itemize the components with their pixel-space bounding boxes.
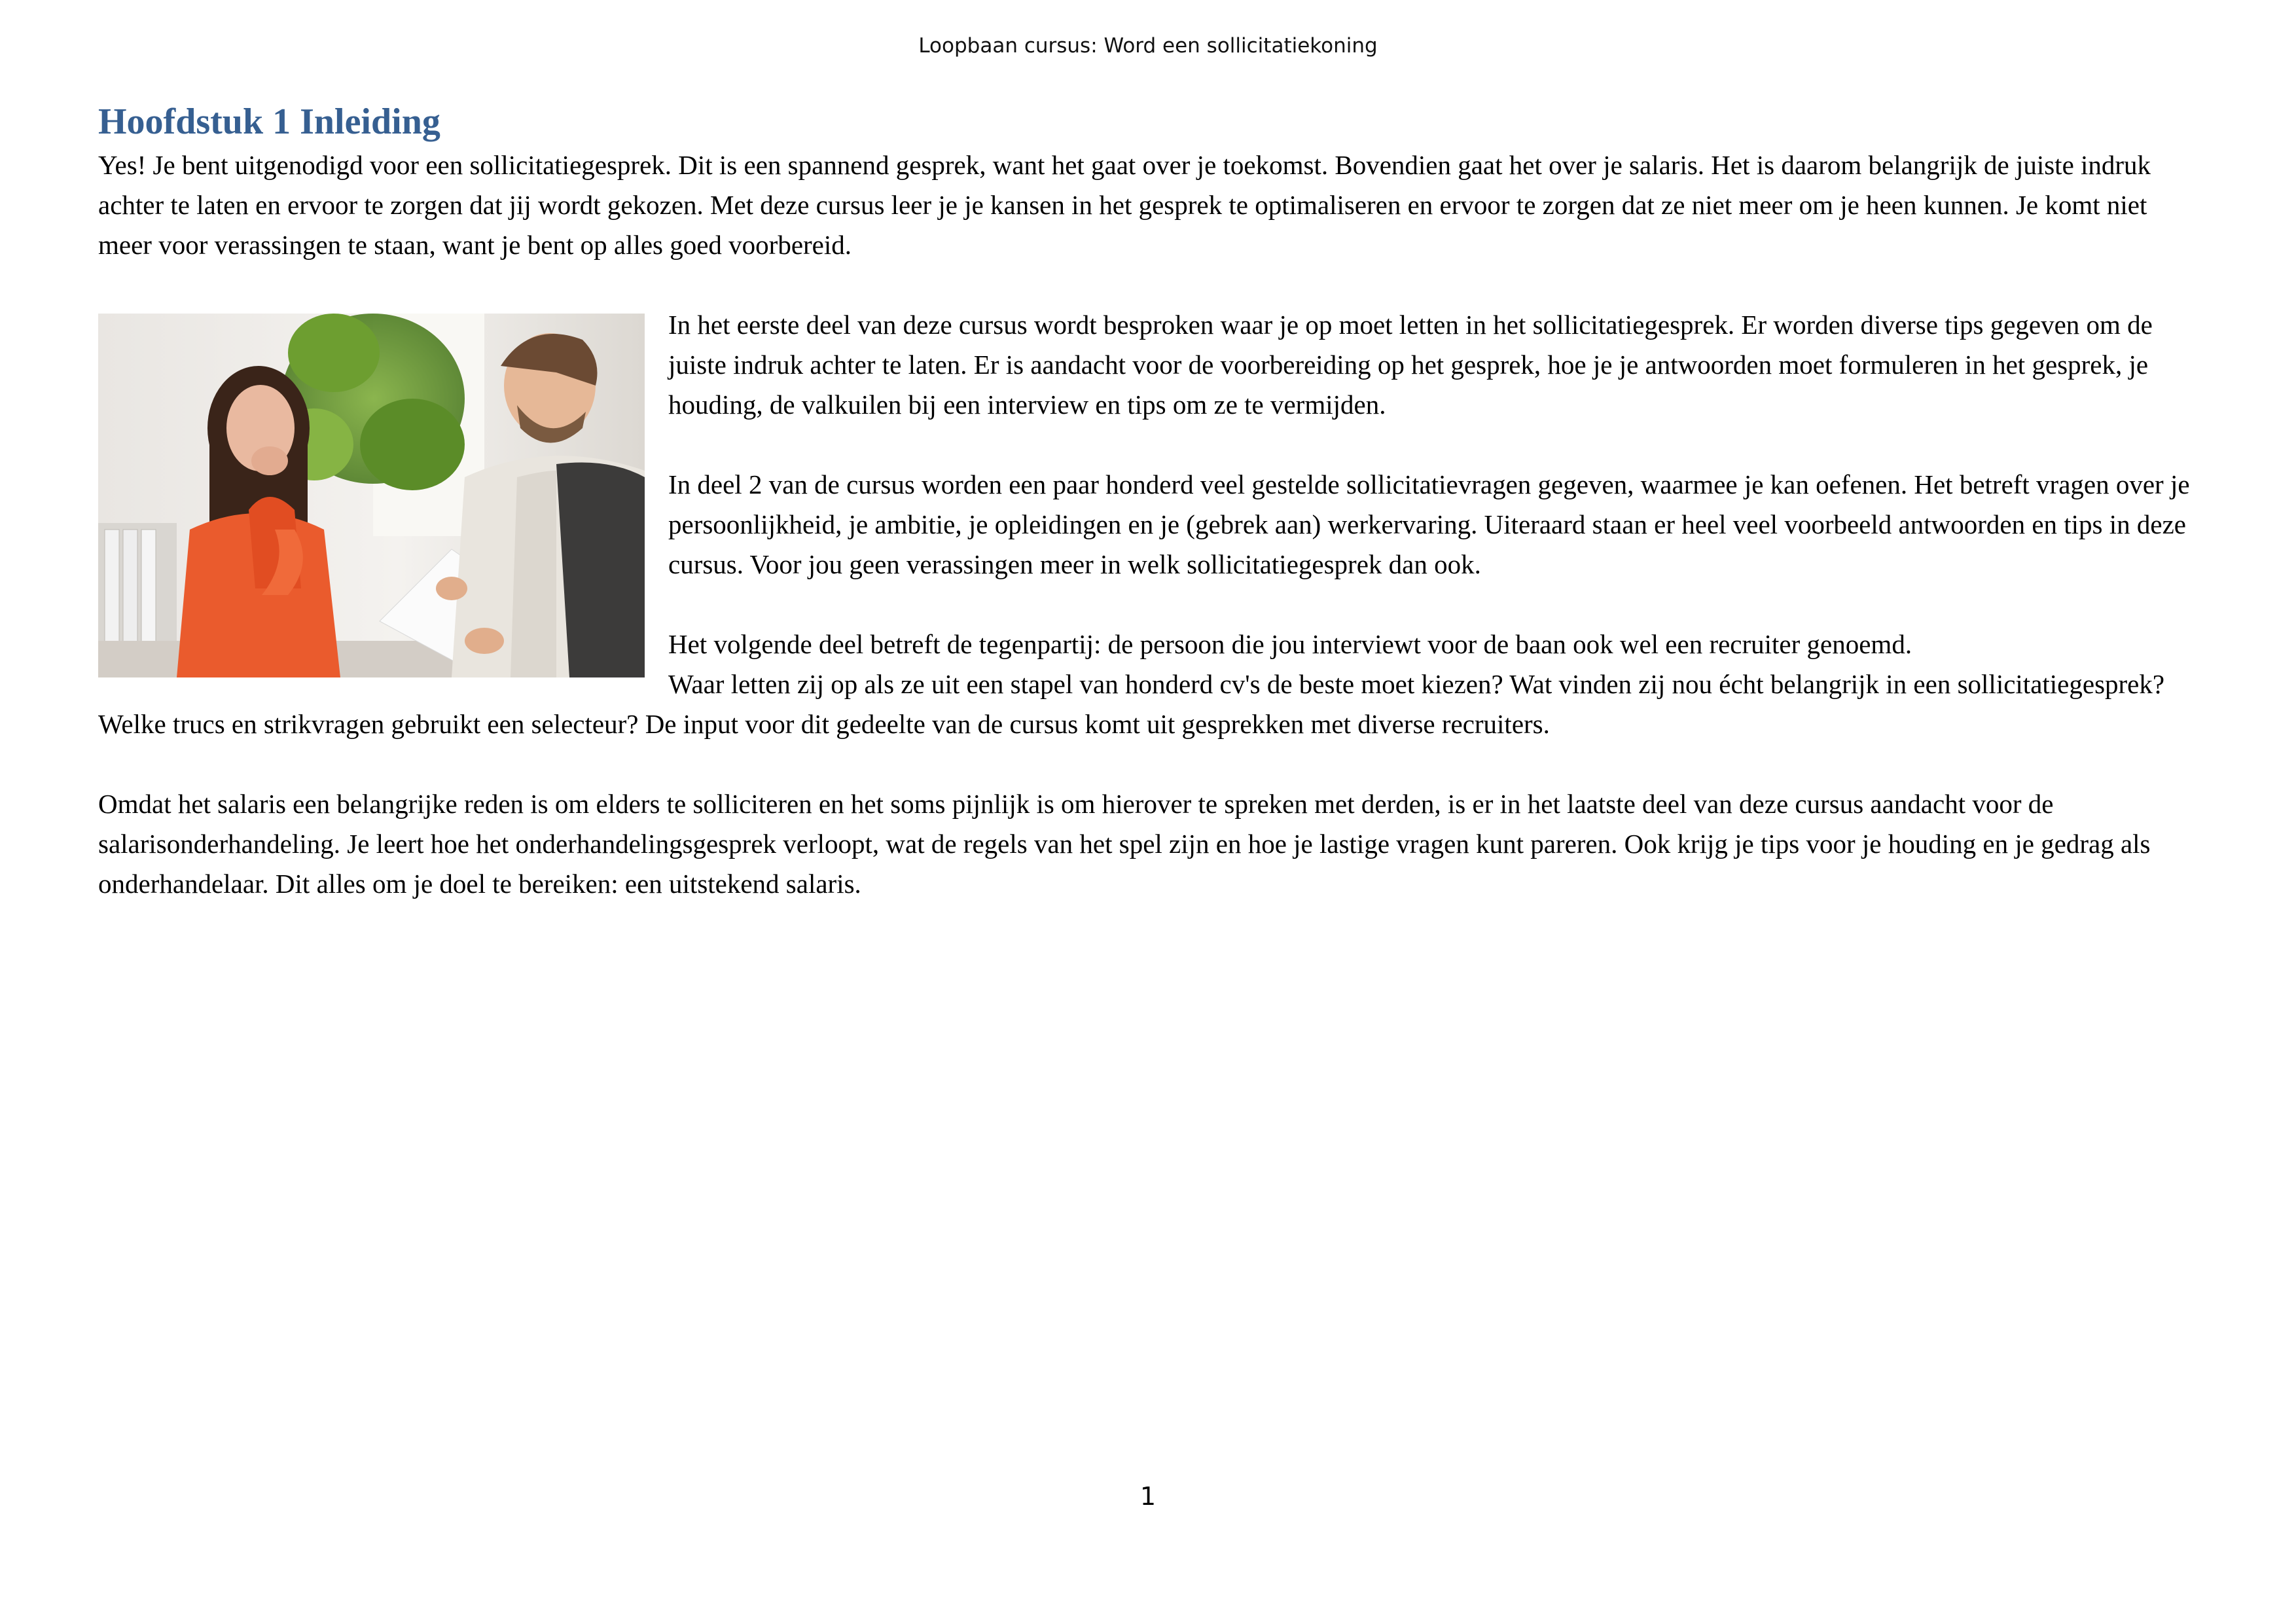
page-number: 1 <box>1139 1482 1157 1511</box>
running-header: Loopbaan cursus: Word een sollicitatiekoning <box>918 34 1378 58</box>
page-content <box>98 98 2202 904</box>
chapter-title: Hoofdstuk 1 Inleiding <box>98 101 440 142</box>
recruiter-paragraph-line-1: Het volgende deel betreft de tegenpartij: de persoon die jou interviewt voor de baan ook wel een recruiter genoemd. <box>668 629 1912 659</box>
recruiter-paragraph-line-2: Waar letten zij op als ze uit een stapel van honderd cv's de beste moet kiezen? Wat vinden zij nou écht belangrijk in een sollicitatiegesprek? Welke trucs en strikvragen gebruikt een selecteur? De input voor dit gedeelte van de cursus komt uit gesprekken met diverse recruiters. <box>98 669 2165 739</box>
course-part-1-paragraph: In het eerste deel van deze cursus wordt besproken waar je op moet letten in het sollicitatiegesprek. Er worden diverse tips gegeven om de juiste indruk achter te laten. Er is aandacht voor de voorbereiding op het gesprek, hoe je je antwoorden moet formuleren in het gesprek, je houding, de valkuilen bij een interview en tips om ze te vermijden. <box>668 310 2153 420</box>
job-interview-photo-icon <box>98 314 645 677</box>
course-part-2-paragraph: In deel 2 van de cursus worden een paar honderd veel gestelde sollicitatievragen gegeven, waarmee je kan oefenen. Het betreft vragen over je persoonlijkheid, je ambitie, je opleidingen en je (gebrek aan) werkervaring. Uiteraard staan er heel veel voorbeeld antwoorden en tips in deze cursus. Voor jou geen verassingen meer in welk sollicitatiegesprek dan ook. <box>668 469 2190 579</box>
intro-paragraph: Yes! Je bent uitgenodigd voor een sollicitatiegesprek. Dit is een spannend gesprek, want het gaat over je toekomst. Bovendien gaat het over je salaris. Het is daarom belangrijk de juiste indruk achter te laten en ervoor te zorgen dat jij wordt gekozen. Met deze cursus leer je je kansen in het gesprek te optimaliseren en ervoor te zorgen dat ze niet meer om je heen kunnen. Je komt niet meer voor verassingen te staan, want je bent op alles goed voorbereid. <box>98 150 2151 260</box>
paragraph-spacer <box>98 744 2202 784</box>
salary-negotiation-paragraph: Omdat het salaris een belangrijke reden is om elders te solliciteren en het soms pijnlijk is om hierover te spreken met derden, is er in het laatste deel van deze cursus aandacht voor de salarisonderhandeling. Je leert hoe het onderhandelingsgesprek verloopt, wat de regels van het spel zijn en hoe je lastige vragen kunt pareren. Ook krijg je tips voor je houding en je gedrag als onderhandelaar. Dit alles om je doel te bereiken: een uitstekend salaris. <box>98 789 2151 899</box>
paragraph-spacer <box>98 265 2202 305</box>
